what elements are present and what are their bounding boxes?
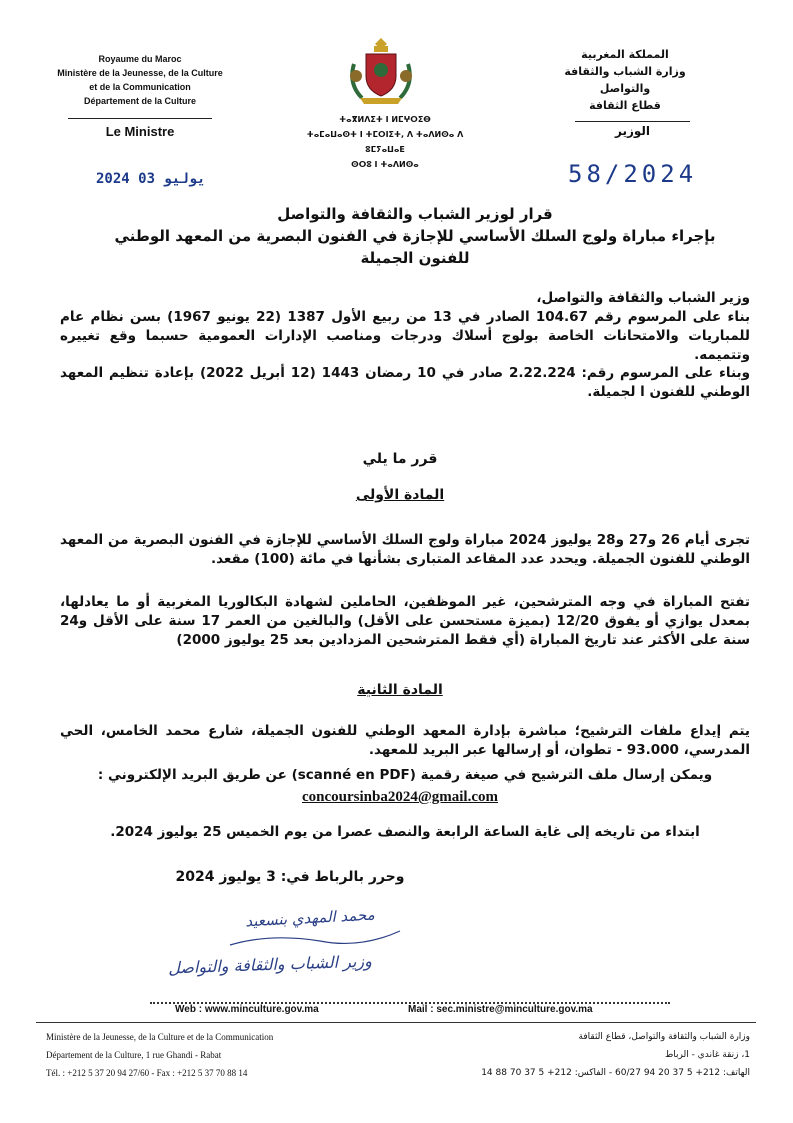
header-fr-line: Ministère de la Jeunesse, de la Culture: [57, 68, 223, 78]
footer-solid-rule: [36, 1022, 756, 1023]
header-fr-line: Royaume du Maroc: [98, 54, 182, 64]
article-2-heading: المادة الثانية: [357, 682, 443, 698]
header-fr-line: Département de la Culture: [83, 96, 197, 106]
header-fr-line: et de la Communication: [89, 82, 191, 92]
signature-name: محمد المهدي بنسعيد: [244, 905, 376, 931]
coat-of-arms-emblem: [346, 36, 416, 108]
stamp-number: 58/2024: [568, 160, 698, 188]
header-tifinagh-block: [290, 112, 480, 172]
header-french-block: [50, 52, 230, 108]
header-ar-line: وزارة الشباب والثقافة: [564, 65, 686, 78]
decision-heading: قرر ما يلي: [362, 451, 438, 467]
stamp-date: 2024 يوليو 03: [96, 171, 206, 187]
header-ar-line: المملكة المغربية: [581, 48, 669, 61]
title-line-1: قرار لوزير الشباب والثقافة والتواصل: [277, 205, 553, 223]
footer-fr-line: Département de la Culture, 1 rue Ghandi - Rabat: [46, 1050, 222, 1060]
minister-signature: [140, 905, 430, 985]
footer-ar-line: 1، زنقة غاندي - الرباط: [664, 1050, 750, 1060]
header-fr-title: Le Ministre: [105, 124, 175, 139]
contact-email-link[interactable]: concoursinba2024@gmail.com: [301, 789, 499, 805]
header-fr-divider: [68, 118, 212, 119]
preamble-minister: وزير الشباب والثقافة والتواصل،: [536, 290, 750, 306]
tifinagh-line: ⵜⴰⵎⴰⵡⴰⵙⵜ ⵏ ⵜⵎⵔⵏⵉⵜ, ⴷ ⵜⴰⴷⵍⵙⴰ ⴷ ⵓⵎⵢⴰⵡⴰⴹ: [306, 130, 464, 154]
article-1-heading: المادة الأولى: [355, 487, 445, 503]
preamble-decree-2: وبناء على المرسوم رقم: 2.22.224 صادر في 10 رمضان 1443 (12 أبريل 2022) بإعادة تنظيم المعهد الوطني للفنون ا لجميلة.: [60, 365, 750, 400]
tifinagh-line: ⵙⵔⵓ ⵏ ⵜⴰⴷⵍⵙⴰ: [351, 160, 419, 169]
footer-ar-line: وزارة الشباب والثقافة والتواصل، قطاع الثقافة: [578, 1032, 750, 1042]
footer-fr-line: Ministère de la Jeunesse, de la Culture et de la Communication: [46, 1032, 274, 1042]
title-line-2: بإجراء مباراة ولوج السلك الأساسي للإجازة في الفنون البصرية من المعهد الوطني للفنون الجميلة: [114, 227, 716, 267]
closing-place-date: وحرر بالرباط في: 3 يوليوز 2024: [175, 869, 405, 885]
footer-fr-line: Tél. : +212 5 37 20 94 27/60 - Fax : +212 5 37 70 88 14: [46, 1068, 248, 1078]
document-title: [100, 203, 730, 269]
footer-french-address: [46, 1028, 376, 1082]
footer-mail[interactable]: Mail : sec.ministre@minculture.gov.ma: [408, 1004, 593, 1015]
tifinagh-line: ⵜⴰⴳⵍⴷⵉⵜ ⵏ ⵍⵎⵖⵔⵉⴱ: [339, 115, 431, 124]
preamble-decree-1: بناء على المرسوم رقم 104.67 الصادر في 13 من ربيع الأول 1387 (22 يونيو 1967) بسن نظام عام للمباريات والامتحانات الخاصة بولوج أسلاك ودرجات ومناصب الإدارات العمومية حسبما وقع تغييره وتتميمه.: [60, 309, 751, 363]
article-1-paragraph-1: تجرى أيام 26 و27 و28 يوليوز 2024 مباراة ولوج السلك الأساسي للإجازة في الفنون البصرية من المعهد الوطني للفنون الجميلة. ويحدد عدد المقاعد المتبارى بشأنها في مائة (100) مقعد.: [60, 532, 750, 567]
signature-title: وزير الشباب والثقافة والتواصل: [167, 951, 373, 978]
article-1-paragraph-2: تفتح المباراة في وجه المترشحين، غير الموظفين، الحاملين لشهادة البكالوريا المغربية أو ما يعادلها، بمعدل يوازي أو يفوق 12/20 (بميزة مستحسن على الأقل) والبالغين من العمر 17 سنة على الأقل و24 سنة على الأكثر عند تاريخ المباراة (أي فقط المترشحين المزدادين بعد 25 يوليوز 2000): [60, 594, 750, 648]
footer-ar-line: الهاتف: 212+ 5 37 20 94 60/27 - الفاكس: 212+ 5 37 70 88 14: [481, 1068, 750, 1078]
header-ar-title: الوزير: [614, 124, 651, 138]
header-arabic-block: [560, 46, 690, 114]
article-2-paragraph-1: يتم إيداع ملفات الترشيح؛ مباشرة بإدارة المعهد الوطني للفنون الجميلة، شارع محمد الخامس، الحي المدرسي، 93.000 - تطوان، أو إرسالها عبر البريد للمعهد.: [60, 723, 750, 758]
article-2-paragraph-3: ابتداء من تاريخه إلى غاية الساعة الرابعة والنصف عصرا من يوم الخميس 25 يوليوز 2024.: [110, 824, 700, 840]
header-ar-divider: [575, 121, 690, 122]
article-2-paragraph-2: ويمكن إرسال ملف الترشيح في صيغة رقمية (scanné en PDF) عن طريق البريد الإلكتروني :: [97, 767, 713, 783]
footer-arabic-address: [430, 1028, 750, 1082]
header-ar-line: قطاع الثقافة: [589, 99, 661, 112]
footer-web[interactable]: Web : www.minculture.gov.ma: [175, 1004, 319, 1015]
header-ar-line: والتواصل: [599, 82, 651, 95]
